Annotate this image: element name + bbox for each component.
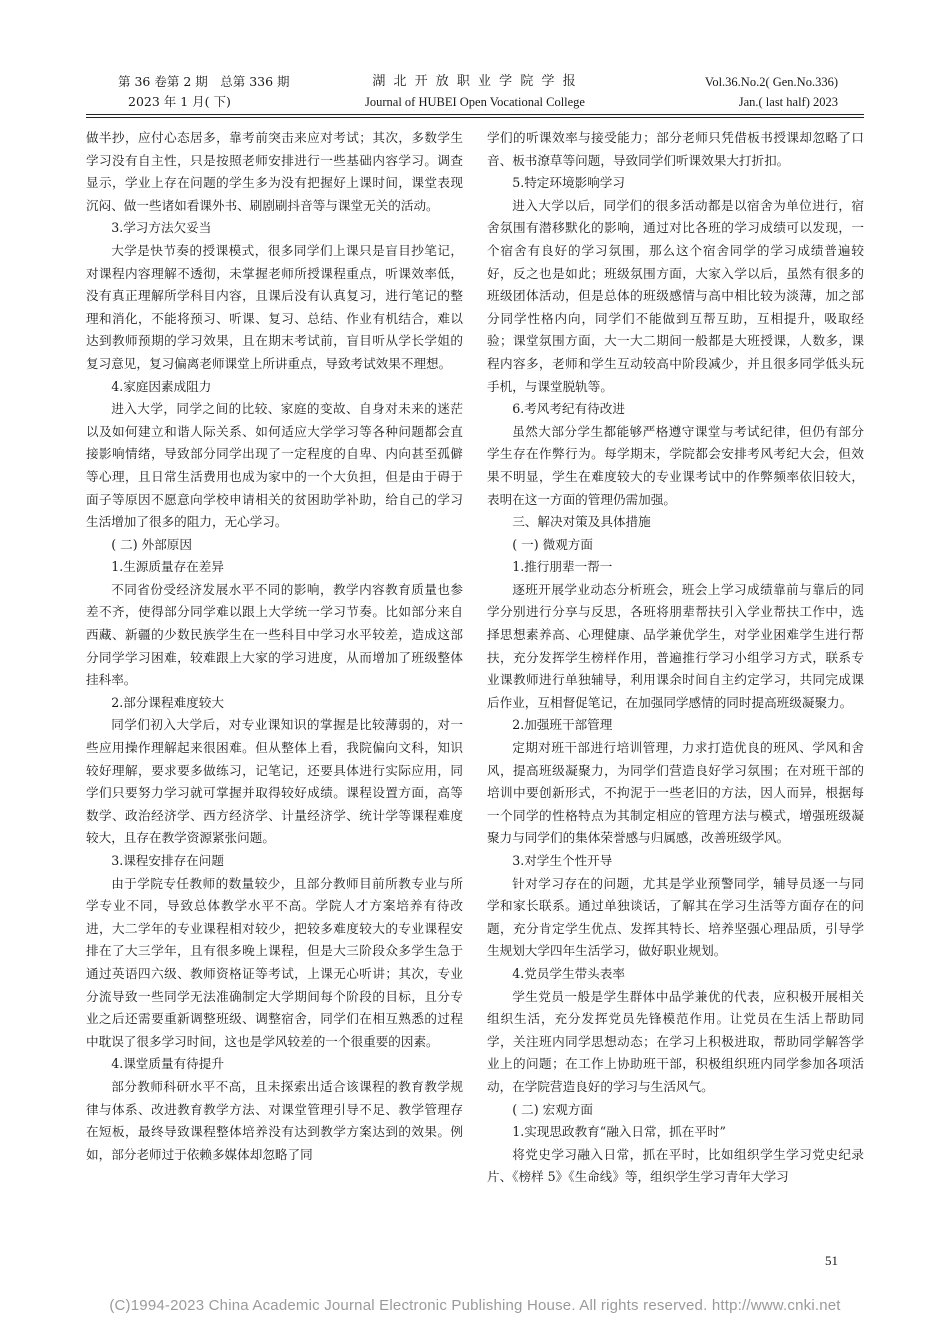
section-heading: 4.党员学生带头表率 xyxy=(512,965,625,981)
right-column xyxy=(487,127,864,1189)
paragraph: 针对学习存在的问题，尤其是学业预警同学，辅导员逐一与同学和家长联系。通过单独谈话，了解其在学习生活等方面存在的问题，充分肯定学生优点、发挥其特长、培养坚强心理品质，引导学生规划大学四年生活学习，做好职业规划。 xyxy=(487,875,864,959)
section-heading: ( 二) 外部原因 xyxy=(111,536,192,552)
header-rule xyxy=(86,114,864,115)
page-number: 51 xyxy=(825,1253,838,1268)
section-heading: 5.特定环境影响学习 xyxy=(512,175,625,191)
section-heading: 1.生源质量存在差异 xyxy=(111,559,224,575)
paragraph: 将党史学习融入日常，抓在平时，比如组织学生学习党史纪录片、《榜样 5》《生命线》等，组织学生学习青年大学习 xyxy=(487,1146,864,1185)
issue-date: 2023 年 1 月( 下) xyxy=(128,94,231,109)
section-heading: ( 一) 微观方面 xyxy=(512,536,593,552)
paragraph: 进入大学，同学之间的比较、家庭的变故、自身对未来的迷茫以及如何建立和谐人际关系、如何适应大学学习等各种问题都会直接影响情绪，导致部分同学出现了一定程度的自卑、内向甚至孤僻等心理，且日常生活费用也成为家中的一个大负担，但是由于碍于面子等原因不愿意向学校申请相关的贫困助学补助，给自己的学习生活增加了很多的阻力，无心学习。 xyxy=(86,401,463,530)
running-header-issue xyxy=(118,72,318,112)
paragraph: 由于学院专任教师的数量较少，且部分教师目前所教专业与所学专业不同，导致总体教学水平不高。学院人才方案培养有待改进，大二学年的专业课程相对较少，把较多难度较大的专业课程安排在了大三学年，且有很多晚上课程，但是大三阶段众多学生急于通过英语四六级、教师资格证等考试，上课无心听讲；其次，专业分流导致一些同学无法准确制定大学期间每个阶段的目标，且分专业之后还需要重新调整班级、调整宿舍，同学们在相互熟悉的过程中耽误了很多学习时间，这也是学风较差的一个很重要的因素。 xyxy=(86,875,463,1049)
section-heading: 4.家庭因素成阻力 xyxy=(111,378,212,394)
journal-title-en: Journal of HUBEI Open Vocational College xyxy=(365,95,585,109)
section-heading: 3.学习方法欠妥当 xyxy=(111,220,212,236)
paragraph: 同学们初入大学后，对专业课知识的掌握是比较薄弱的，对一些应用操作理解起来很困难。但从整体上看，我院偏向文科，知识较好理解，要求要多做练习，记笔记，还要具体进行实际应用，同学们只要努力学习就可掌握并取得较好成绩。课程设置方面，高等数学、政治经济学、西方经济学、计量经济学、统计学等课程难度较大，且存在教学资源紧张问题。 xyxy=(86,717,463,846)
journal-title-cn: 湖 北 开 放 职 业 学 院 学 报 xyxy=(372,74,578,89)
section-heading: 1.推行朋辈一帮一 xyxy=(512,559,613,575)
paragraph: 虽然大部分学生都能够严格遵守课堂与考试纪律，但仍有部分学生存在作弊行为。每学期末，学院都会安排考风考纪大会，但效果不明显，学生在难度较大的专业课考试中的作弊频率依旧较大，表明在这一方面的管理仍需加强。 xyxy=(487,423,864,507)
date-en: Jan.( last half) 2023 xyxy=(738,95,838,109)
paragraph: 不同省份受经济发展水平不同的影响，教学内容教育质量也参差不齐，使得部分同学难以跟上大学统一学习节奏。比如部分来自西藏、新疆的少数民族学生在一些科目中学习水平较差，造成这部分同学学习困难，较难跟上大家的学习进度，从而增加了班级整体挂科率。 xyxy=(86,581,463,688)
section-heading: 6.考风考纪有待改进 xyxy=(512,401,625,417)
volume-en: Vol.36.No.2( Gen.No.336) xyxy=(704,75,838,89)
paragraph: 进入大学以后，同学们的很多活动都是以宿舍为单位进行，宿舍氛围有潜移默化的影响，通过对比各班的学习成绩可以发现，一个宿舍有良好的学习氛围，那么这个宿舍同学的学习成绩普遍较好，反之也是如此；班级氛围方面，大家入学以后，虽然有很多的班级团体活动，但是总体的班级感情与高中相比较为淡薄，加之部分同学性格内向，同学们不能做到互帮互助，互相提升，吸取经验；课堂氛围方面，大一大二期间一般都是大班授课，人数多，课程内容多，老师和学生互动较高中阶段减少，并且很多同学低头玩手机，与课堂脱轨等。 xyxy=(487,197,864,394)
paragraph: 部分教师科研水平不高，且未探索出适合该课程的教育教学规律与体系、改进教育教学方法、对课堂管理引导不足、教学管理存在短板，最终导致课程整体培养没有达到教学方案达到的效果。例如，部分老师过于依赖多媒体却忽略了同 xyxy=(86,1078,463,1162)
section-heading: 三、解决对策及具体措施 xyxy=(512,514,651,530)
paragraph: 逐班开展学业动态分析班会，班会上学习成绩靠前与靠后的同学分别进行分享与反思，各班将朋辈帮扶引入学业帮扶工作中，选择思想素养高、心理健康、品学兼优学生，对学业困难学生进行帮扶，充分发挥学生榜样作用，普遍推行学习小组学习方式，联系专业课教师进行单独辅导，利用课余时间自主约定学习，共同完成课后作业，互相督促笔记，在加强同学感情的同时提高班级凝聚力。 xyxy=(487,581,864,710)
paragraph: 做半抄，应付心态居多，靠考前突击来应对考试；其次，多数学生学习没有自主性，只是按照老师安排进行一些基础内容学习。调查显示，学业上存在问题的学生多为没有把握好上课时间，课堂表现沉闷、做一些诸如看课外书、刷剧刷抖音等与课堂无关的活动。 xyxy=(86,130,463,213)
header-rule-thin xyxy=(86,117,864,118)
paragraph: 大学是快节奏的授课模式，很多同学们上课只是盲目抄笔记，对课程内容理解不透彻，未掌握老师所授课程重点，听课效率低，没有真正理解所学科目内容，且课后没有认真复习，进行笔记的整理和消化，不能将预习、听课、复习、总结、作业有机结合，难以达到教师预期的学习效果，且在期末考试前，盲目听从学长学姐的复习意见，复习偏离老师课堂上所讲重点，导致考试效果不理想。 xyxy=(86,242,463,371)
paragraph: 学生党员一般是学生群体中品学兼优的代表，应积极开展相关组织生活，充分发挥党员先锋模范作用。让党员在生活上帮助同学，关注班内同学思想动态；在学习上积极进取，帮助同学解答学业上的问题；在工作上协助班干部，积极组织班内同学参加各项活动，在学院营造良好的学习与生活风气。 xyxy=(487,988,864,1094)
section-heading: 2.部分课程难度较大 xyxy=(111,694,224,710)
section-heading: 2.加强班干部管理 xyxy=(512,717,613,733)
left-column xyxy=(86,127,463,1166)
running-header-volume-en xyxy=(618,72,838,112)
running-header-journal xyxy=(330,72,620,112)
section-heading: 1.实现思政教育“融入日常，抓在平时” xyxy=(512,1124,726,1140)
copyright-footer: (C)1994-2023 China Academic Journal Electronic Publishing House. All rights reserved. http://www.cnki.net xyxy=(109,1297,841,1314)
section-heading: ( 二) 宏观方面 xyxy=(512,1101,593,1117)
paragraph: 定期对班干部进行培训管理，力求打造优良的班风、学风和舍风，提高班级凝聚力，为同学们营造良好学习氛围；在对班干部的培训中要创新形式，不拘泥于一些老旧的方法，因人而异，根据每一个同学的性格特点为其制定相应的管理方法与模式，增强班级凝聚力与同学们的集体荣誉感与归属感，改善班级学风。 xyxy=(487,740,864,846)
section-heading: 3.对学生个性开导 xyxy=(512,853,613,868)
section-heading: 3.课程安排存在问题 xyxy=(111,853,224,868)
issue-volume: 第 36 卷第 2 期 总第 336 期 xyxy=(118,74,290,89)
section-heading: 4.课堂质量有待提升 xyxy=(111,1056,224,1072)
paragraph: 学们的听课效率与接受能力；部分老师只凭借板书授课却忽略了口音、板书潦草等问题，导致同学们听课效果大打折扣。 xyxy=(487,130,864,168)
